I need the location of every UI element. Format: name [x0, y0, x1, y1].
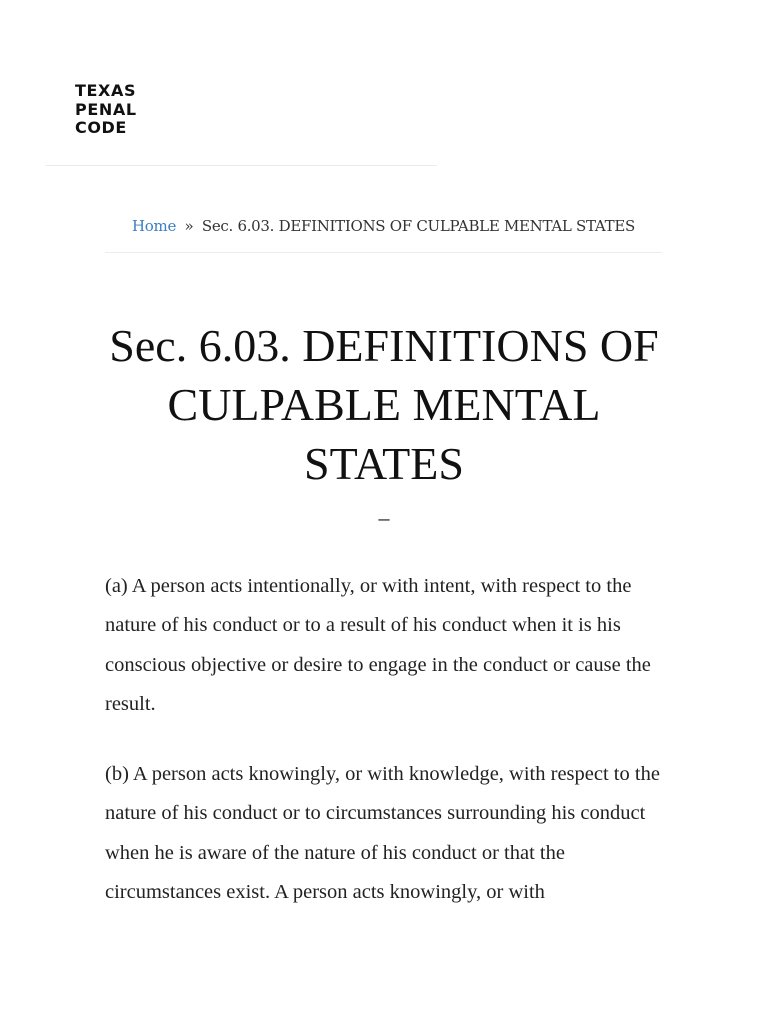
breadcrumb	[105, 204, 662, 253]
article-body	[105, 567, 665, 943]
paragraph-a: (a) A person acts intentionally, or with intent, with respect to the nature of his conduct or to a result of his conduct when it is his conscious objective or desire to engage in the conduct or cause the result.	[105, 575, 651, 715]
breadcrumb-separator: »	[184, 217, 194, 235]
site-logo[interactable]	[75, 82, 137, 138]
logo-line-texas: TEXAS	[75, 81, 137, 100]
title-divider: –	[378, 505, 390, 530]
logo-line-code: CODE	[75, 118, 127, 137]
site-header	[45, 0, 437, 166]
breadcrumb-home-link[interactable]: Home	[132, 217, 177, 235]
paragraph-b: (b) A person acts knowingly, or with knowledge, with respect to the nature of his conduct or to circumstances surrounding his conduct when he is aware of the nature of his conduct or that the circumstances exist. A person acts knowingly, or with	[105, 763, 660, 904]
page-title: Sec. 6.03. DEFINITIONS OF CULPABLE MENTAL STATES	[109, 320, 659, 489]
logo-line-penal: PENAL	[75, 99, 137, 119]
breadcrumb-current: Sec. 6.03. DEFINITIONS OF CULPABLE MENTAL STATES	[201, 217, 635, 235]
